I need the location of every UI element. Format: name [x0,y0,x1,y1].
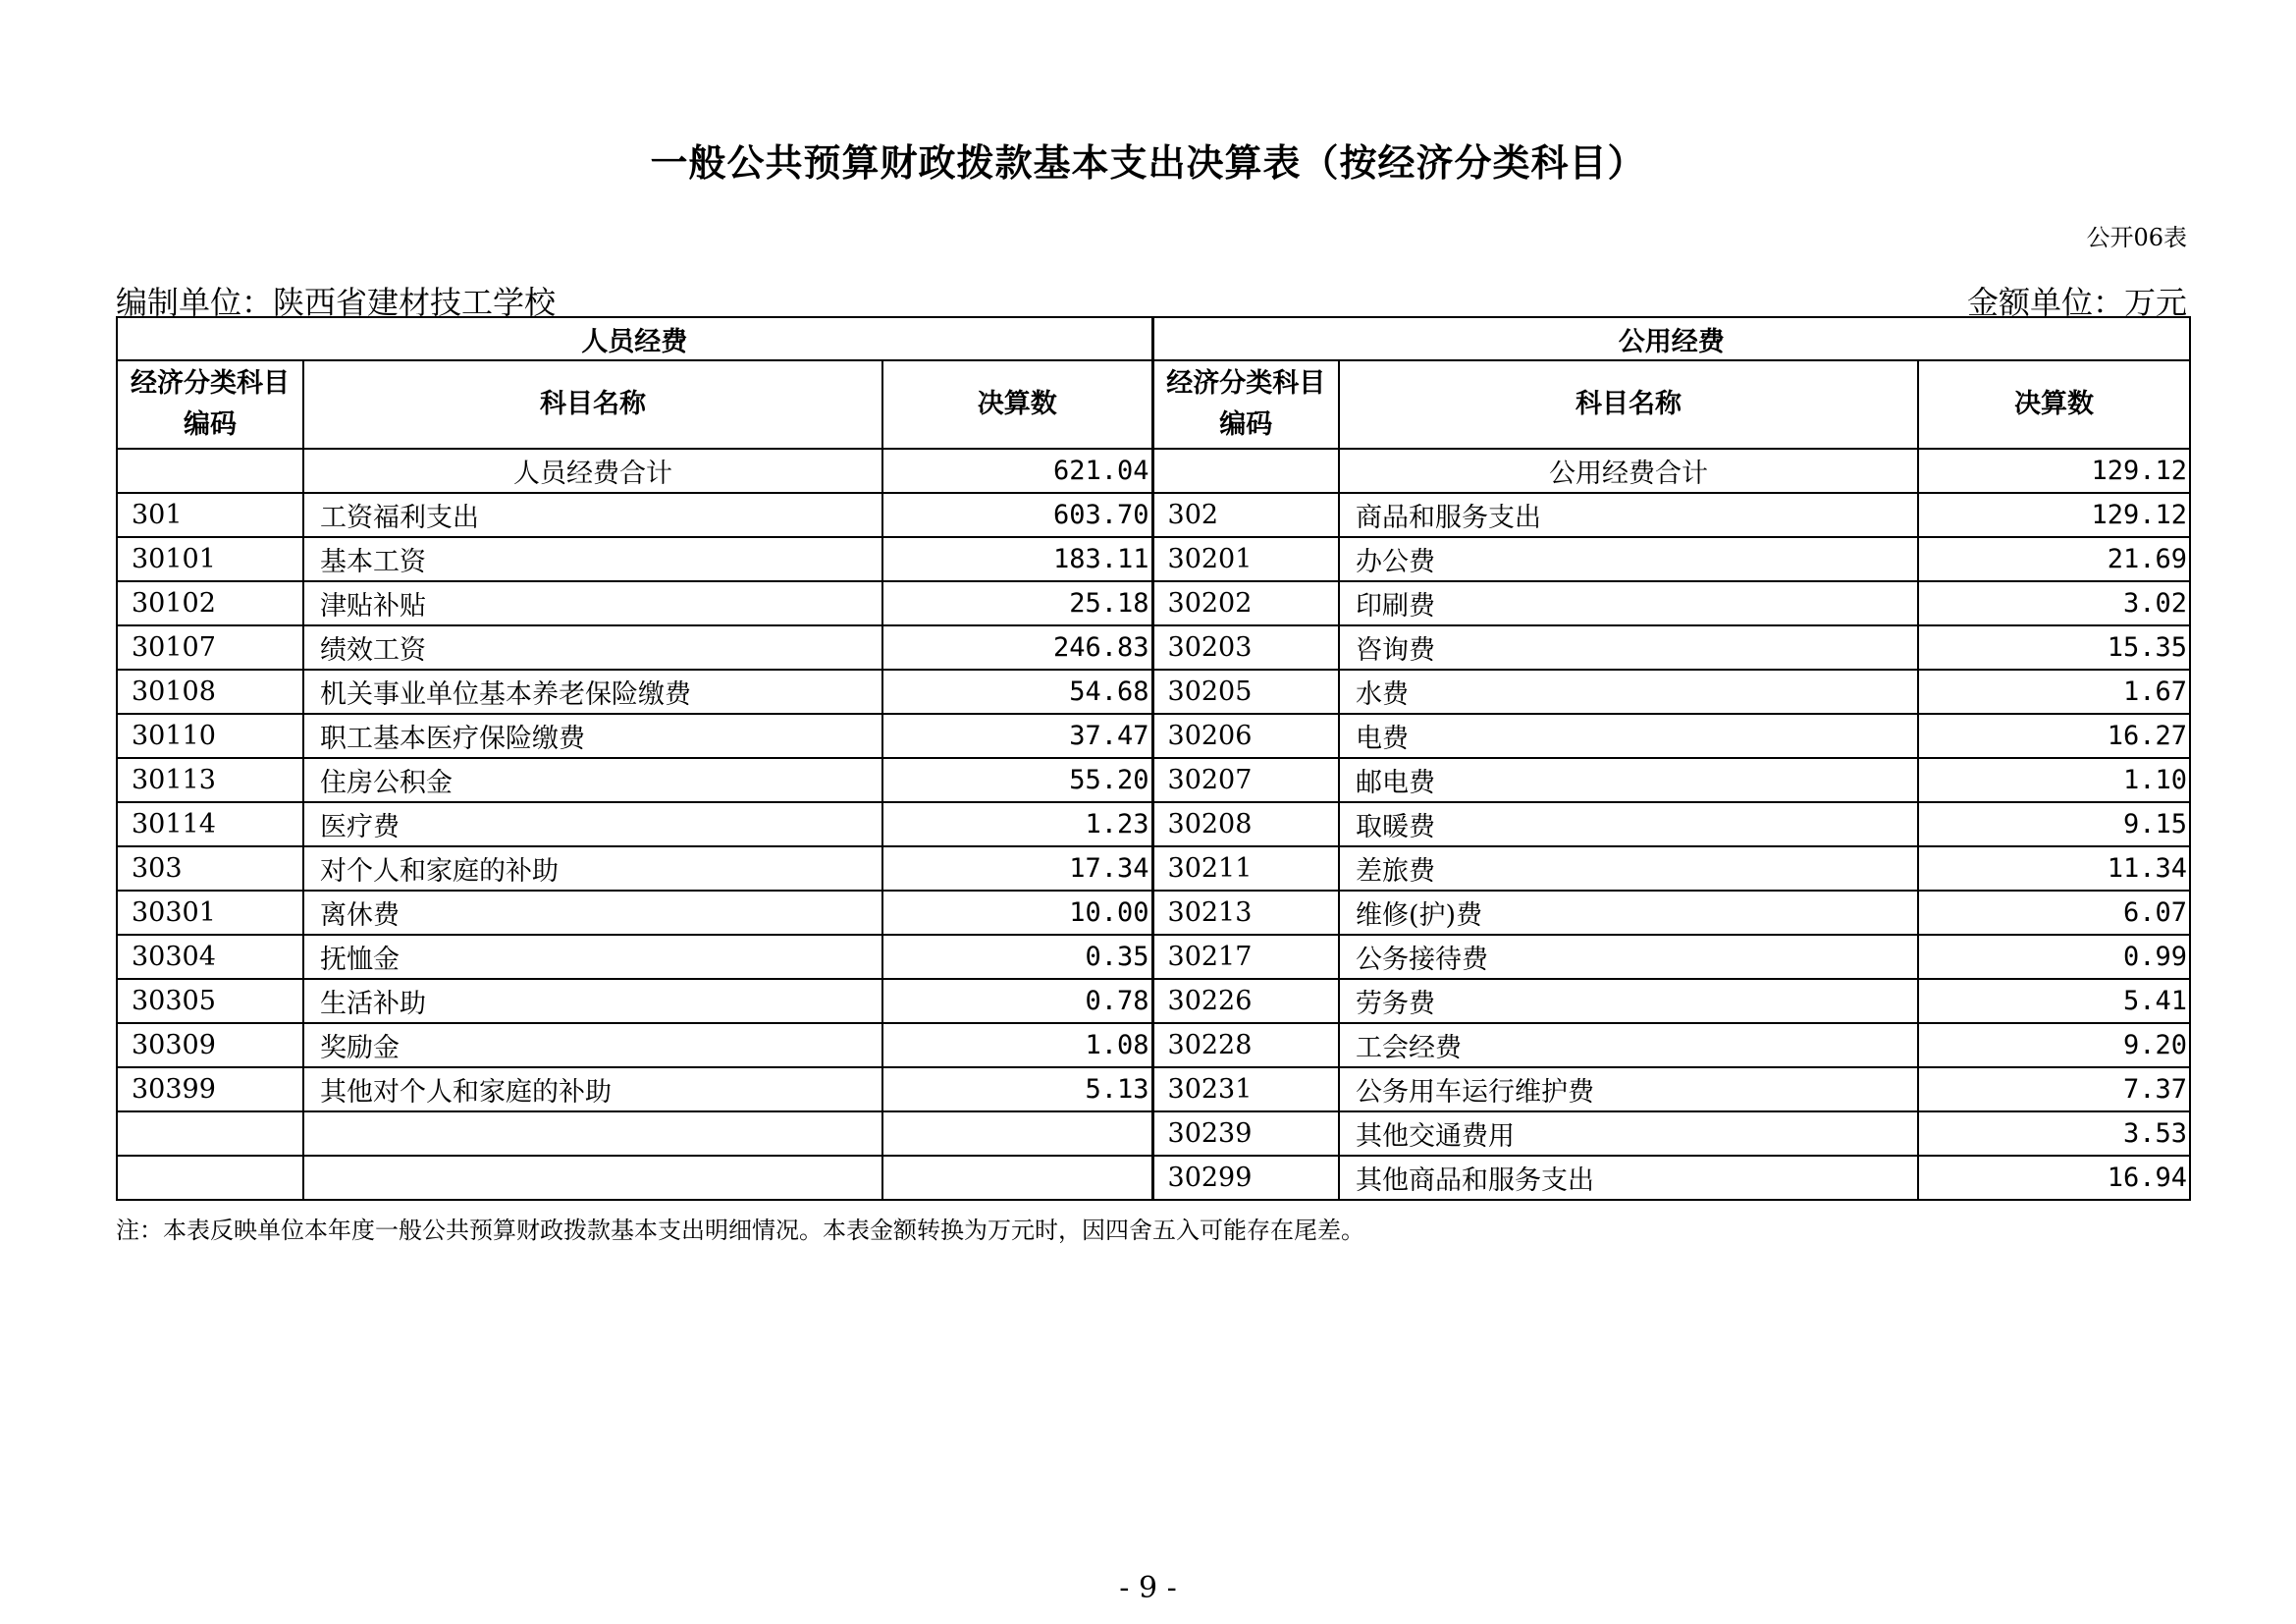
right-name-cell: 商品和服务支出 [1339,493,1918,537]
left-code-cell: 30114 [117,802,303,846]
col-header-amount-left: 决算数 [882,360,1152,449]
left-amount-cell: 10.00 [882,891,1152,935]
col-header-code-right: 经济分类科目 编码 [1152,360,1339,449]
right-amount-cell: 3.02 [1918,581,2190,625]
right-code-cell: 30226 [1152,979,1339,1023]
personnel-group-header: 人员经费 [117,317,1152,360]
right-name-cell: 办公费 [1339,537,1918,581]
right-code-cell: 30239 [1152,1111,1339,1156]
right-amount-cell: 5.41 [1918,979,2190,1023]
right-name-cell: 咨询费 [1339,625,1918,670]
right-code-cell: 30211 [1152,846,1339,891]
left-amount-cell: 37.47 [882,714,1152,758]
right-name-cell: 印刷费 [1339,581,1918,625]
right-code-cell: 30206 [1152,714,1339,758]
right-amount-cell: 9.20 [1918,1023,2190,1067]
right-code-cell: 30231 [1152,1067,1339,1111]
left-amount-cell: 55.20 [882,758,1152,802]
table-row [117,1067,2190,1111]
personnel-total-label: 人员经费合计 [303,449,882,493]
right-name-cell: 公务接待费 [1339,935,1918,979]
expenditure-table [116,316,2191,1201]
right-amount-cell: 15.35 [1918,625,2190,670]
col-header-name-right: 科目名称 [1339,360,1918,449]
table-row [117,1156,2190,1200]
public-total-label: 公用经费合计 [1339,449,1918,493]
right-amount-cell: 1.10 [1918,758,2190,802]
personnel-total-amount: 621.04 [882,449,1152,493]
left-name-cell: 工资福利支出 [303,493,882,537]
left-name-cell: 绩效工资 [303,625,882,670]
right-amount-cell: 0.99 [1918,935,2190,979]
right-code-cell: 302 [1152,493,1339,537]
right-code-cell: 30299 [1152,1156,1339,1200]
left-code-cell: 301 [117,493,303,537]
left-name-cell [303,1111,882,1156]
left-name-cell [303,1156,882,1200]
left-name-cell: 职工基本医疗保险缴费 [303,714,882,758]
right-amount-cell: 3.53 [1918,1111,2190,1156]
right-amount-cell: 21.69 [1918,537,2190,581]
left-name-cell: 其他对个人和家庭的补助 [303,1067,882,1111]
left-code-cell: 30107 [117,625,303,670]
left-code-cell: 30399 [117,1067,303,1111]
right-code-cell: 30202 [1152,581,1339,625]
left-name-cell: 离休费 [303,891,882,935]
page-title: 一般公共预算财政拨款基本支出决算表（按经济分类科目） [650,141,1646,185]
table-row [117,802,2190,846]
footnote: 注：本表反映单位本年度一般公共预算财政拨款基本支出明细情况。本表金额转换为万元时，因四舍五入可能存在尾差。 [116,1217,1364,1244]
left-code-cell: 30309 [117,1023,303,1067]
amount-unit: 金额单位：万元 [1966,284,2187,321]
left-code-cell: 30113 [117,758,303,802]
left-code-cell: 303 [117,846,303,891]
left-code-cell: 30102 [117,581,303,625]
left-name-cell: 抚恤金 [303,935,882,979]
left-name-cell: 生活补助 [303,979,882,1023]
table-row [117,935,2190,979]
right-amount-cell: 9.15 [1918,802,2190,846]
right-code-cell: 30201 [1152,537,1339,581]
left-code-cell [117,1156,303,1200]
total-code-right [1152,449,1339,493]
right-amount-cell: 16.94 [1918,1156,2190,1200]
right-code-cell: 30207 [1152,758,1339,802]
column-header-row [117,360,2190,449]
table-row [117,625,2190,670]
table-row [117,1023,2190,1067]
left-name-cell: 机关事业单位基本养老保险缴费 [303,670,882,714]
left-amount-cell [882,1156,1152,1200]
left-name-cell: 津贴补贴 [303,581,882,625]
left-code-cell: 30304 [117,935,303,979]
left-code-cell: 30108 [117,670,303,714]
table-row [117,758,2190,802]
public-total-amount: 129.12 [1918,449,2190,493]
left-amount-cell: 25.18 [882,581,1152,625]
col-header-name-left: 科目名称 [303,360,882,449]
right-name-cell: 差旅费 [1339,846,1918,891]
total-code-left [117,449,303,493]
left-amount-cell: 1.23 [882,802,1152,846]
right-code-cell: 30217 [1152,935,1339,979]
group-header-row [117,317,2190,360]
left-amount-cell: 183.11 [882,537,1152,581]
left-amount-cell: 1.08 [882,1023,1152,1067]
right-name-cell: 其他交通费用 [1339,1111,1918,1156]
right-amount-cell: 1.67 [1918,670,2190,714]
left-amount-cell: 5.13 [882,1067,1152,1111]
left-name-cell: 奖励金 [303,1023,882,1067]
form-number: 公开06表 [2086,224,2187,251]
right-name-cell: 维修(护)费 [1339,891,1918,935]
left-name-cell: 住房公积金 [303,758,882,802]
left-name-cell: 医疗费 [303,802,882,846]
right-name-cell: 水费 [1339,670,1918,714]
left-amount-cell: 0.35 [882,935,1152,979]
right-amount-cell: 129.12 [1918,493,2190,537]
right-name-cell: 电费 [1339,714,1918,758]
left-amount-cell: 17.34 [882,846,1152,891]
table-row [117,714,2190,758]
left-amount-cell: 246.83 [882,625,1152,670]
left-amount-cell [882,1111,1152,1156]
col-header-code-left: 经济分类科目 编码 [117,360,303,449]
right-name-cell: 工会经费 [1339,1023,1918,1067]
left-name-cell: 对个人和家庭的补助 [303,846,882,891]
table-row [117,891,2190,935]
right-amount-cell: 16.27 [1918,714,2190,758]
right-amount-cell: 11.34 [1918,846,2190,891]
left-code-cell: 30101 [117,537,303,581]
table-row [117,846,2190,891]
right-name-cell: 邮电费 [1339,758,1918,802]
left-code-cell [117,1111,303,1156]
left-code-cell: 30305 [117,979,303,1023]
col-header-amount-right: 决算数 [1918,360,2190,449]
right-name-cell: 劳务费 [1339,979,1918,1023]
left-name-cell: 基本工资 [303,537,882,581]
table-row [117,979,2190,1023]
table-row [117,581,2190,625]
left-amount-cell: 0.78 [882,979,1152,1023]
right-code-cell: 30228 [1152,1023,1339,1067]
left-amount-cell: 603.70 [882,493,1152,537]
total-row [117,449,2190,493]
left-code-cell: 30301 [117,891,303,935]
right-name-cell: 取暖费 [1339,802,1918,846]
right-amount-cell: 7.37 [1918,1067,2190,1111]
right-code-cell: 30213 [1152,891,1339,935]
preparing-unit: 编制单位：陕西省建材技工学校 [116,284,557,321]
table-row [117,670,2190,714]
right-code-cell: 30208 [1152,802,1339,846]
public-group-header: 公用经费 [1152,317,2190,360]
right-code-cell: 30205 [1152,670,1339,714]
table-row [117,537,2190,581]
right-name-cell: 其他商品和服务支出 [1339,1156,1918,1200]
table-row [117,493,2190,537]
right-code-cell: 30203 [1152,625,1339,670]
right-name-cell: 公务用车运行维护费 [1339,1067,1918,1111]
left-amount-cell: 54.68 [882,670,1152,714]
right-amount-cell: 6.07 [1918,891,2190,935]
left-code-cell: 30110 [117,714,303,758]
page-number: - 9 - [1119,1571,1177,1605]
table-row [117,1111,2190,1156]
